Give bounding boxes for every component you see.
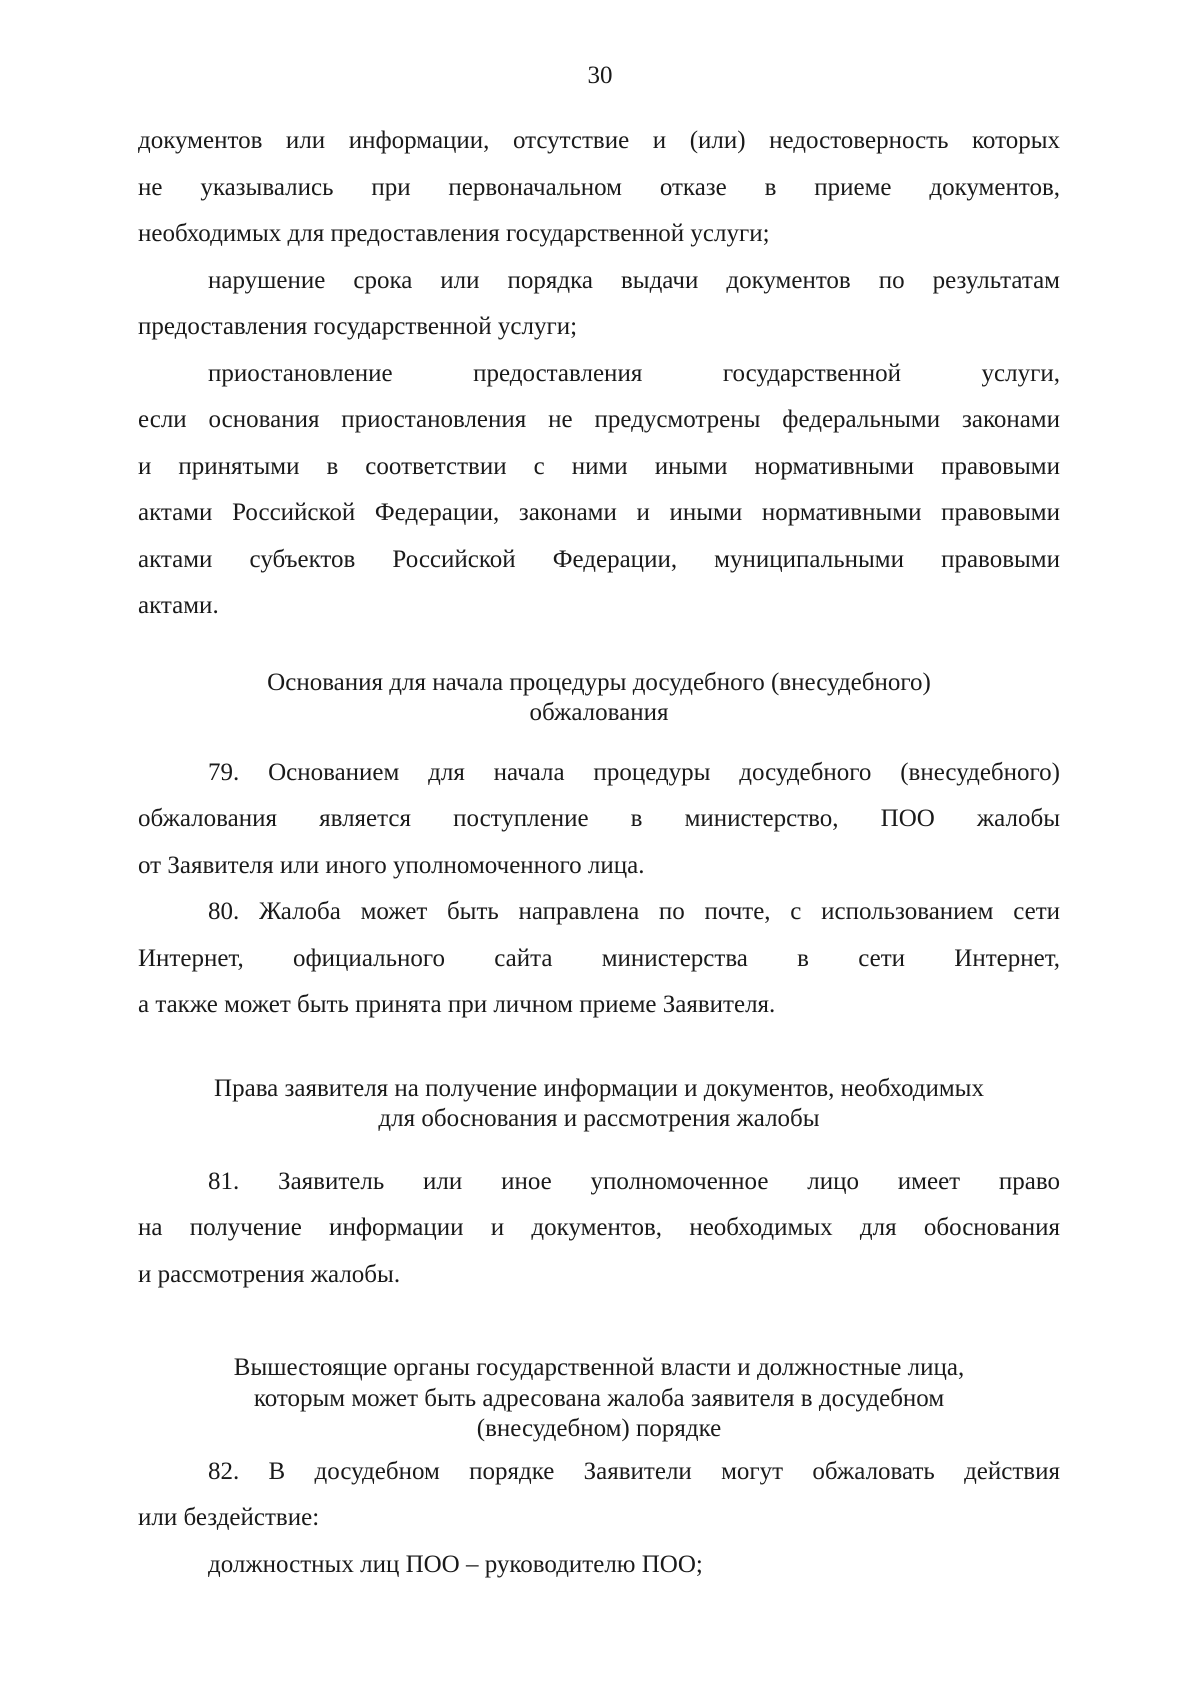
heading-line: для обоснования и рассмотрения жалобы — [378, 1105, 820, 1132]
heading-line: (внесудебном) порядке — [476, 1415, 722, 1442]
continuation-line-3: необходимых для предоставления государственной услуги; — [138, 220, 770, 247]
continuation-line-1: документов или информации, отсутствие и (или) недостоверность которых — [138, 127, 1060, 154]
paragraph-81-line-2: на получение информации и документов, необходимых для обоснования — [138, 1214, 1060, 1241]
paragraph-82-line-2: или бездействие: — [138, 1504, 320, 1531]
document-body — [138, 118, 1060, 1588]
suspension-line-4: актами Российской Федерации, законами и иными нормативными правовыми — [138, 499, 1060, 526]
paragraph-79-line-3: от Заявителя или иного уполномоченного лица. — [138, 851, 645, 879]
violation-line-2: предоставления государственной услуги; — [138, 313, 578, 340]
paragraph-79-line-2: обжалования является поступление в министерство, ПОО жалобы — [138, 805, 1060, 832]
heading-line: Вышестоящие органы государственной власти и должностные лица, — [233, 1354, 965, 1381]
paragraph-81-line-3: и рассмотрения жалобы. — [138, 1260, 401, 1288]
heading-line: обжалования — [529, 699, 669, 726]
paragraph-80-line-3: а также может быть принята при личном приеме Заявителя. — [138, 991, 776, 1018]
paragraph-79-line-1: 79. Основанием для начала процедуры досудебного (внесудебного) — [208, 758, 1060, 786]
suspension-line-3: и принятыми в соответствии с ними иными нормативными правовыми — [138, 452, 1060, 480]
paragraph-81-line-1: 81. Заявитель или иное уполномоченное лицо имеет право — [208, 1167, 1060, 1195]
page-number: 30 — [587, 62, 613, 89]
suspension-line-1: приостановление предоставления государственной услуги, — [208, 359, 1060, 387]
heading-line: Права заявителя на получение информации и документов, необходимых — [214, 1074, 984, 1102]
paragraph-80-line-1: 80. Жалоба может быть направлена по почте, с использованием сети — [208, 898, 1060, 925]
paragraph-82-item-1: должностных лиц ПОО – руководителю ПОО; — [208, 1550, 703, 1578]
section-heading-authorities — [138, 1353, 1060, 1445]
section-heading-grounds — [138, 668, 1060, 729]
suspension-line-5: актами субъектов Российской Федерации, муниципальными правовыми — [138, 545, 1060, 573]
heading-line: Основания для начала процедуры досудебного (внесудебного) — [267, 668, 931, 696]
suspension-line-2: если основания приостановления не предусмотрены федеральными законами — [138, 406, 1060, 433]
violation-line-1: нарушение срока или порядка выдачи документов по результатам — [208, 266, 1060, 294]
suspension-line-6: актами. — [138, 592, 219, 619]
paragraph-80-line-2: Интернет, официального сайта министерства в сети Интернет, — [138, 944, 1060, 972]
continuation-line-2: не указывались при первоначальном отказе в приеме документов, — [138, 173, 1060, 201]
paragraph-82-line-1: 82. В досудебном порядке Заявители могут обжаловать действия — [208, 1457, 1060, 1485]
section-heading-rights — [138, 1074, 1060, 1135]
heading-line: которым может быть адресована жалоба заявителя в досудебном — [253, 1384, 945, 1412]
